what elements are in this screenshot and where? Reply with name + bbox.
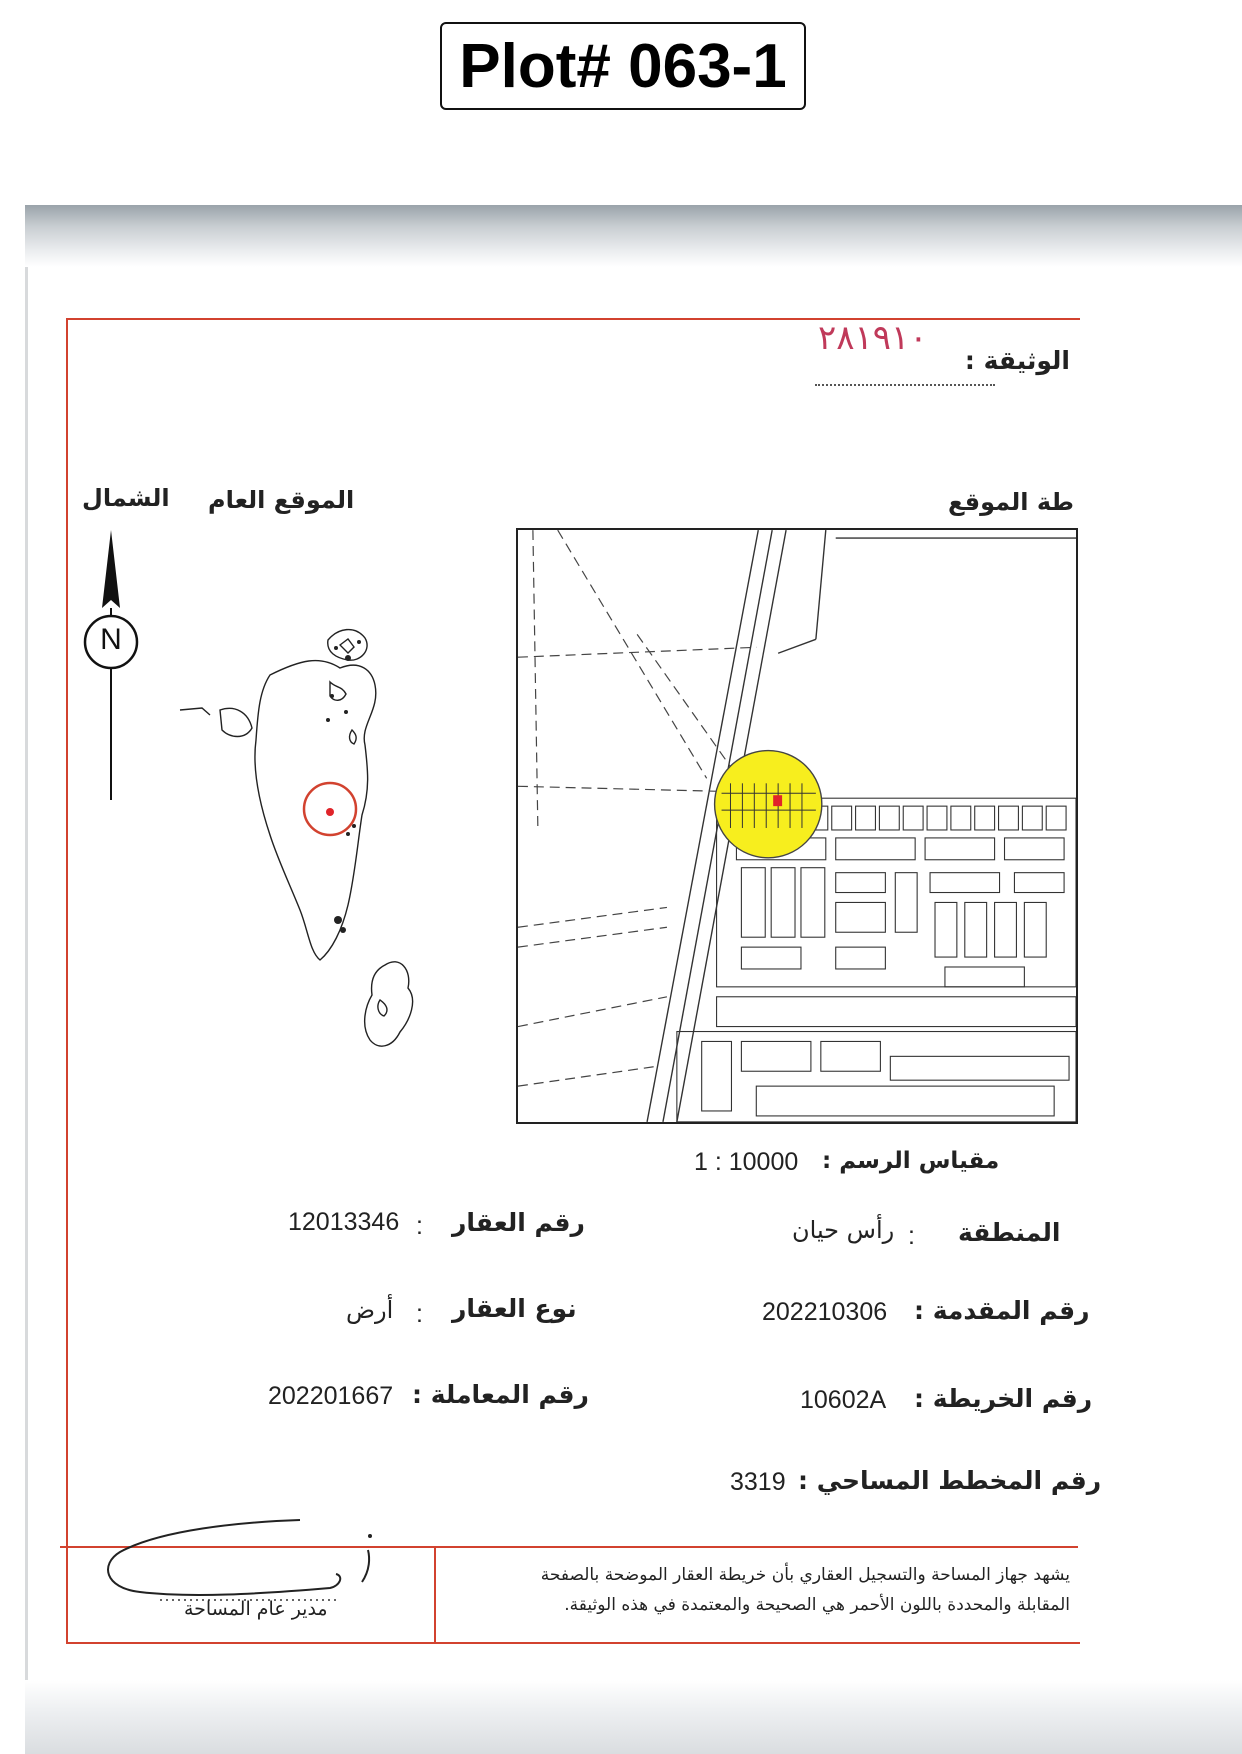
footer-vertical-divider <box>434 1546 436 1642</box>
property-no-label: رقم العقار <box>452 1208 585 1237</box>
scan-left-edge <box>25 267 28 1727</box>
doc-number-handwritten: ٢٨١٩١٠ <box>818 318 928 358</box>
map-no-value: 10602A <box>800 1386 887 1414</box>
north-arrow-icon <box>76 530 146 810</box>
property-no-sep: : <box>416 1212 423 1240</box>
scale-label: مقياس الرسم : <box>822 1148 1000 1174</box>
region-value: رأس حيان <box>792 1216 895 1244</box>
scan-shadow-band <box>25 205 1242 267</box>
overview-map <box>160 600 450 1100</box>
transaction-no-value: 202201667 <box>268 1382 394 1410</box>
scan-bottom-band <box>25 1680 1242 1754</box>
location-plan-map <box>516 528 1078 1124</box>
general-location-label: الموقع العام <box>208 486 355 514</box>
property-type-value: أرض <box>346 1296 394 1324</box>
property-type-label: نوع العقار <box>452 1294 577 1323</box>
property-no-value: 12013346 <box>288 1208 400 1236</box>
scale-value: 1 : 10000 <box>694 1148 799 1176</box>
region-label: المنطقة <box>958 1218 1061 1247</box>
property-type-sep: : <box>416 1300 423 1328</box>
location-plan-label: طة الموقع <box>948 488 1074 516</box>
plot-title: Plot# 063-1 <box>440 22 806 110</box>
region-sep: : <box>908 1222 915 1250</box>
application-no-value: 202210306 <box>762 1298 888 1326</box>
survey-plan-label: رقم المخطط المساحي : <box>798 1466 1102 1495</box>
certification-line-2: المقابلة والمحددة باللون الأحمر هي الصحيحة والمعتمدة في هذه الوثيقة. <box>564 1595 1070 1615</box>
application-no-label: رقم المقدمة : <box>914 1296 1090 1325</box>
doc-number-dotted-line <box>815 384 995 386</box>
signatory-title: مدير عام المساحة <box>184 1598 328 1620</box>
north-letter: N <box>100 623 122 656</box>
north-label: الشمال <box>82 484 170 512</box>
map-no-label: رقم الخريطة : <box>914 1384 1093 1413</box>
certification-line-1: يشهد جهاز المساحة والتسجيل العقاري بأن خريطة العقار الموضحة بالصفحة <box>540 1565 1070 1585</box>
survey-plan-value: 3319 <box>730 1468 786 1496</box>
transaction-no-label: رقم المعاملة : <box>412 1380 589 1409</box>
doc-label: الوثيقة : <box>964 346 1070 375</box>
